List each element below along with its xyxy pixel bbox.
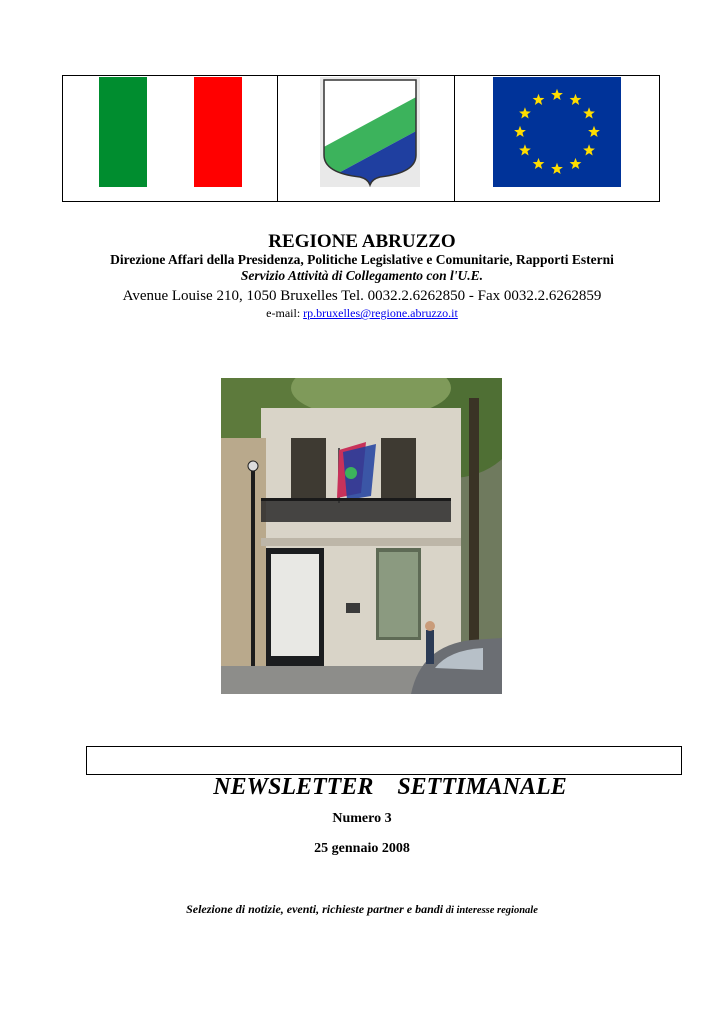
abruzzo-shield-icon [320,77,420,187]
office-building-photo [221,378,502,694]
flag-table [62,75,660,202]
newsletter-title-box [86,746,682,800]
eu-flag-cell [455,76,659,201]
newsletter-subtitle [0,902,724,917]
italy-flag [99,77,242,187]
office-address: Avenue Louise 210, 1050 Bruxelles Tel. 0032.2.6262850 - Fax 0032.2.6262859 [122,288,602,304]
issue-number: Numero 3 [332,811,392,826]
newsletter-title: NEWSLETTER SETTIMANALE [213,774,567,800]
italy-flag-cell [63,76,278,201]
eu-flag [493,77,621,187]
email-link[interactable]: rp.bruxelles@regione.abruzzo.it [303,306,458,320]
service-name: Servizio Attività di Collegamento con l'U.E. [240,268,484,283]
direction-name: Direzione Affari della Presidenza, Politiche Legislative e Comunitarie, Rapporti Esterni [110,252,614,267]
email-line [0,306,724,321]
issue-date: 25 gennaio 2008 [314,841,410,856]
abruzzo-coat-of-arms-cell [278,76,455,201]
region-title: REGIONE ABRUZZO [268,231,456,252]
email-label: e-mail: [266,306,304,320]
subtitle-main: Selezione di notizie, eventi, richieste partner e bandi [186,902,444,916]
subtitle-tail: di interesse regionale [443,905,538,916]
